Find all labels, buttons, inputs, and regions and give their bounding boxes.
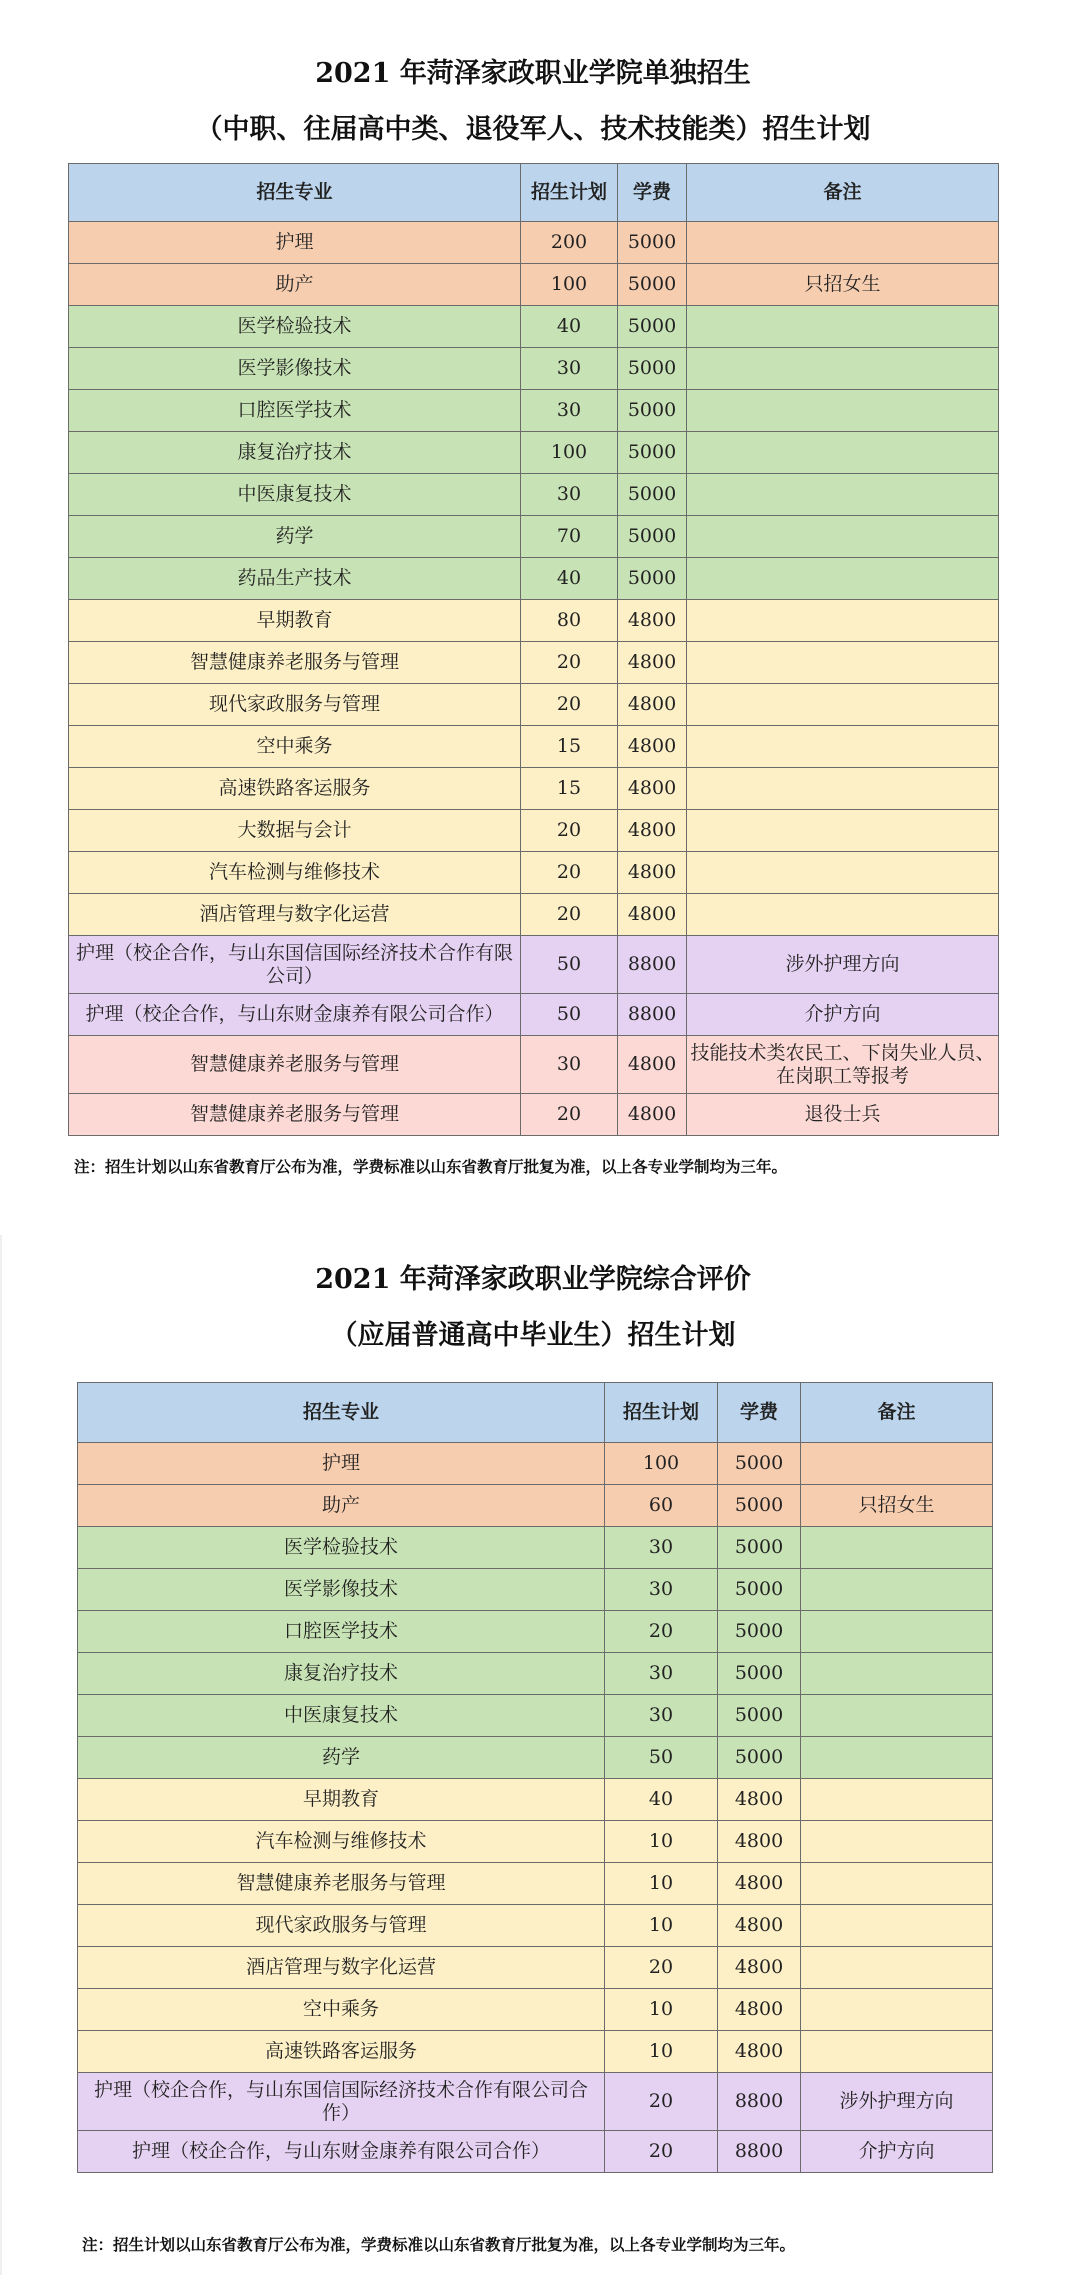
cell-fee: 4800: [718, 1779, 801, 1821]
cell-plan: 50: [521, 994, 618, 1036]
cell-note: [687, 474, 999, 516]
cell-plan: 100: [605, 1443, 718, 1485]
cell-fee: 4800: [618, 684, 687, 726]
cell-note: [687, 222, 999, 264]
cell-note: 涉外护理方向: [687, 936, 999, 994]
cell-plan: 10: [605, 1905, 718, 1947]
cell-major: 医学影像技术: [69, 348, 521, 390]
cell-plan: 20: [521, 642, 618, 684]
cell-fee: 5000: [618, 222, 687, 264]
cell-plan: 30: [605, 1527, 718, 1569]
cell-note: 介护方向: [687, 994, 999, 1036]
cell-major: 助产: [69, 264, 521, 306]
table-body: [78, 1443, 993, 2173]
cell-fee: 5000: [618, 306, 687, 348]
cell-plan: 15: [521, 726, 618, 768]
cell-fee: 4800: [718, 1947, 801, 1989]
cell-plan: 20: [521, 852, 618, 894]
header-plan: 招生计划: [605, 1383, 718, 1443]
table-row: [78, 1947, 993, 1989]
cell-fee: 8800: [618, 994, 687, 1036]
cell-plan: 20: [521, 684, 618, 726]
cell-major: 药品生产技术: [69, 558, 521, 600]
cell-fee: 4800: [718, 1821, 801, 1863]
cell-plan: 20: [605, 1947, 718, 1989]
cell-fee: 8800: [718, 2131, 801, 2173]
table-row: [69, 516, 999, 558]
cell-fee: 4800: [618, 726, 687, 768]
table-row: [69, 684, 999, 726]
header-fee: 学费: [618, 164, 687, 222]
cell-fee: 5000: [618, 390, 687, 432]
cell-major: 高速铁路客运服务: [78, 2031, 605, 2073]
table-row: [69, 852, 999, 894]
cell-fee: 4800: [718, 1863, 801, 1905]
table-row: [69, 1036, 999, 1094]
table-row: [69, 432, 999, 474]
table-row: [69, 726, 999, 768]
cell-major: 助产: [78, 1485, 605, 1527]
cell-note: [687, 852, 999, 894]
table-header-row: [69, 164, 999, 222]
cell-fee: 5000: [718, 1485, 801, 1527]
cell-fee: 4800: [618, 852, 687, 894]
cell-major: 医学检验技术: [69, 306, 521, 348]
cell-note: [801, 1989, 993, 2031]
cell-fee: 8800: [718, 2073, 801, 2131]
table-row: [69, 1094, 999, 1136]
cell-major: 高速铁路客运服务: [69, 768, 521, 810]
cell-fee: 4800: [618, 810, 687, 852]
cell-note: [687, 894, 999, 936]
cell-fee: 4800: [718, 1905, 801, 1947]
cell-plan: 40: [521, 558, 618, 600]
cell-plan: 10: [605, 1821, 718, 1863]
cell-fee: 5000: [618, 558, 687, 600]
table-row: [69, 348, 999, 390]
enrollment-table-single: [68, 163, 999, 1136]
cell-plan: 10: [605, 1863, 718, 1905]
table-row: [78, 1737, 993, 1779]
cell-plan: 20: [521, 894, 618, 936]
cell-fee: 5000: [618, 348, 687, 390]
cell-plan: 20: [605, 2131, 718, 2173]
footnote: 注：招生计划以山东省教育厅公布为准，学费标准以山东省教育厅批复为准，以上各专业学制均为三年。: [82, 2236, 796, 2254]
cell-major: 口腔医学技术: [78, 1611, 605, 1653]
cell-major: 早期教育: [69, 600, 521, 642]
cell-major: 智慧健康养老服务与管理: [69, 1036, 521, 1094]
cell-major: 医学影像技术: [78, 1569, 605, 1611]
cell-plan: 30: [521, 1036, 618, 1094]
cell-note: 技能技术类农民工、下岗失业人员、在岗职工等报考: [687, 1036, 999, 1094]
table-row: [78, 1485, 993, 1527]
cell-plan: 30: [521, 390, 618, 432]
cell-note: [801, 1821, 993, 1863]
cell-fee: 5000: [718, 1443, 801, 1485]
cell-note: [801, 1947, 993, 1989]
cell-plan: 20: [605, 2073, 718, 2131]
cell-major: 大数据与会计: [69, 810, 521, 852]
cell-plan: 200: [521, 222, 618, 264]
cell-note: [687, 810, 999, 852]
cell-fee: 5000: [718, 1737, 801, 1779]
enrollment-table-comprehensive: [77, 1382, 993, 2173]
cell-fee: 5000: [718, 1653, 801, 1695]
cell-plan: 15: [521, 768, 618, 810]
table-row: [78, 1443, 993, 1485]
cell-major: 空中乘务: [69, 726, 521, 768]
cell-note: 介护方向: [801, 2131, 993, 2173]
cell-fee: 5000: [718, 1569, 801, 1611]
cell-major: 空中乘务: [78, 1989, 605, 2031]
table-row: [69, 768, 999, 810]
cell-note: [801, 1443, 993, 1485]
table-row: [69, 936, 999, 994]
cell-major: 医学检验技术: [78, 1527, 605, 1569]
cell-fee: 4800: [618, 894, 687, 936]
table-row: [69, 894, 999, 936]
cell-fee: 4800: [618, 600, 687, 642]
page-subtitle: （应届普通高中毕业生）招生计划: [330, 1320, 736, 1351]
cell-plan: 50: [605, 1737, 718, 1779]
cell-note: [801, 1863, 993, 1905]
cell-plan: 50: [521, 936, 618, 994]
cell-note: [801, 1527, 993, 1569]
cell-major: 汽车检测与维修技术: [78, 1821, 605, 1863]
cell-note: [801, 1611, 993, 1653]
cell-note: [801, 1905, 993, 1947]
table-row: [78, 1779, 993, 1821]
table-row: [78, 1989, 993, 2031]
cell-note: 只招女生: [801, 1485, 993, 1527]
table-body: [69, 222, 999, 1136]
cell-note: [687, 642, 999, 684]
cell-major: 中医康复技术: [78, 1695, 605, 1737]
cell-note: [801, 1569, 993, 1611]
cell-note: [687, 600, 999, 642]
cell-fee: 5000: [618, 432, 687, 474]
header-note: 备注: [801, 1383, 993, 1443]
cell-major: 护理: [69, 222, 521, 264]
cell-fee: 4800: [618, 768, 687, 810]
table-row: [69, 474, 999, 516]
cell-note: [687, 348, 999, 390]
header-major: 招生专业: [69, 164, 521, 222]
cell-major: 智慧健康养老服务与管理: [78, 1863, 605, 1905]
page-title: 2021 年菏泽家政职业学院单独招生: [315, 58, 751, 89]
cell-plan: 30: [521, 474, 618, 516]
cell-fee: 5000: [618, 516, 687, 558]
table-row: [78, 1527, 993, 1569]
cell-plan: 20: [521, 1094, 618, 1136]
cell-plan: 40: [605, 1779, 718, 1821]
cell-fee: 5000: [718, 1527, 801, 1569]
cell-note: [687, 726, 999, 768]
cell-plan: 60: [605, 1485, 718, 1527]
table-row: [78, 1863, 993, 1905]
table-row: [69, 558, 999, 600]
table-row: [69, 390, 999, 432]
cell-note: [687, 306, 999, 348]
cell-major: 酒店管理与数字化运营: [78, 1947, 605, 1989]
cell-major: 护理（校企合作，与山东财金康养有限公司合作）: [69, 994, 521, 1036]
cell-fee: 8800: [618, 936, 687, 994]
page-title: 2021 年菏泽家政职业学院综合评价: [315, 1264, 751, 1295]
table-row: [69, 306, 999, 348]
cell-plan: 100: [521, 264, 618, 306]
cell-note: [687, 558, 999, 600]
cell-fee: 4800: [618, 1094, 687, 1136]
cell-note: [687, 390, 999, 432]
cell-fee: 4800: [618, 1036, 687, 1094]
table-row: [69, 642, 999, 684]
footnote: 注：招生计划以山东省教育厅公布为准，学费标准以山东省教育厅批复为准，以上各专业学制均为三年。: [74, 1158, 788, 1176]
cell-major: 康复治疗技术: [78, 1653, 605, 1695]
cell-plan: 10: [605, 2031, 718, 2073]
cell-plan: 100: [521, 432, 618, 474]
table-row: [69, 810, 999, 852]
cell-major: 智慧健康养老服务与管理: [69, 642, 521, 684]
header-plan: 招生计划: [521, 164, 618, 222]
page-subtitle: （中职、往届高中类、退役军人、技术技能类）招生计划: [195, 114, 871, 145]
cell-note: [687, 768, 999, 810]
cell-note: 涉外护理方向: [801, 2073, 993, 2131]
cell-major: 口腔医学技术: [69, 390, 521, 432]
cell-fee: 5000: [718, 1611, 801, 1653]
cell-plan: 30: [605, 1653, 718, 1695]
cell-note: 只招女生: [687, 264, 999, 306]
table-row: [69, 994, 999, 1036]
cell-major: 护理（校企合作，与山东财金康养有限公司合作）: [78, 2131, 605, 2173]
table-row: [69, 222, 999, 264]
table-row: [78, 1653, 993, 1695]
cell-plan: 30: [605, 1695, 718, 1737]
cell-major: 汽车检测与维修技术: [69, 852, 521, 894]
cell-note: [801, 1695, 993, 1737]
cell-note: [801, 1779, 993, 1821]
cell-fee: 5000: [718, 1695, 801, 1737]
cell-plan: 70: [521, 516, 618, 558]
table-row: [78, 2131, 993, 2173]
cell-note: [687, 516, 999, 558]
table-header-row: [78, 1383, 993, 1443]
cell-major: 护理（校企合作，与山东国信国际经济技术合作有限公司）: [69, 936, 521, 994]
table-row: [78, 1905, 993, 1947]
table-row: [78, 2073, 993, 2131]
cell-plan: 30: [605, 1569, 718, 1611]
cell-major: 药学: [78, 1737, 605, 1779]
cell-plan: 40: [521, 306, 618, 348]
cell-fee: 5000: [618, 264, 687, 306]
cell-major: 酒店管理与数字化运营: [69, 894, 521, 936]
cell-plan: 10: [605, 1989, 718, 2031]
table-row: [78, 1821, 993, 1863]
cell-major: 护理（校企合作，与山东国信国际经济技术合作有限公司合作）: [78, 2073, 605, 2131]
table-row: [69, 264, 999, 306]
cell-note: [687, 432, 999, 474]
cell-fee: 4800: [718, 2031, 801, 2073]
header-note: 备注: [687, 164, 999, 222]
cell-plan: 80: [521, 600, 618, 642]
cell-note: [801, 2031, 993, 2073]
cell-note: [801, 1653, 993, 1695]
table-row: [78, 2031, 993, 2073]
cell-major: 护理: [78, 1443, 605, 1485]
cell-note: 退役士兵: [687, 1094, 999, 1136]
cell-note: [687, 684, 999, 726]
cell-major: 中医康复技术: [69, 474, 521, 516]
table-row: [78, 1569, 993, 1611]
cell-fee: 4800: [618, 642, 687, 684]
table-row: [69, 600, 999, 642]
cell-plan: 30: [521, 348, 618, 390]
cell-plan: 20: [605, 1611, 718, 1653]
cell-major: 早期教育: [78, 1779, 605, 1821]
cell-major: 现代家政服务与管理: [69, 684, 521, 726]
header-fee: 学费: [718, 1383, 801, 1443]
table-row: [78, 1695, 993, 1737]
cell-major: 药学: [69, 516, 521, 558]
cell-major: 智慧健康养老服务与管理: [69, 1094, 521, 1136]
cell-fee: 4800: [718, 1989, 801, 2031]
header-major: 招生专业: [78, 1383, 605, 1443]
cell-plan: 20: [521, 810, 618, 852]
cell-note: [801, 1737, 993, 1779]
cell-major: 现代家政服务与管理: [78, 1905, 605, 1947]
table-row: [78, 1611, 993, 1653]
cell-fee: 5000: [618, 474, 687, 516]
cell-major: 康复治疗技术: [69, 432, 521, 474]
